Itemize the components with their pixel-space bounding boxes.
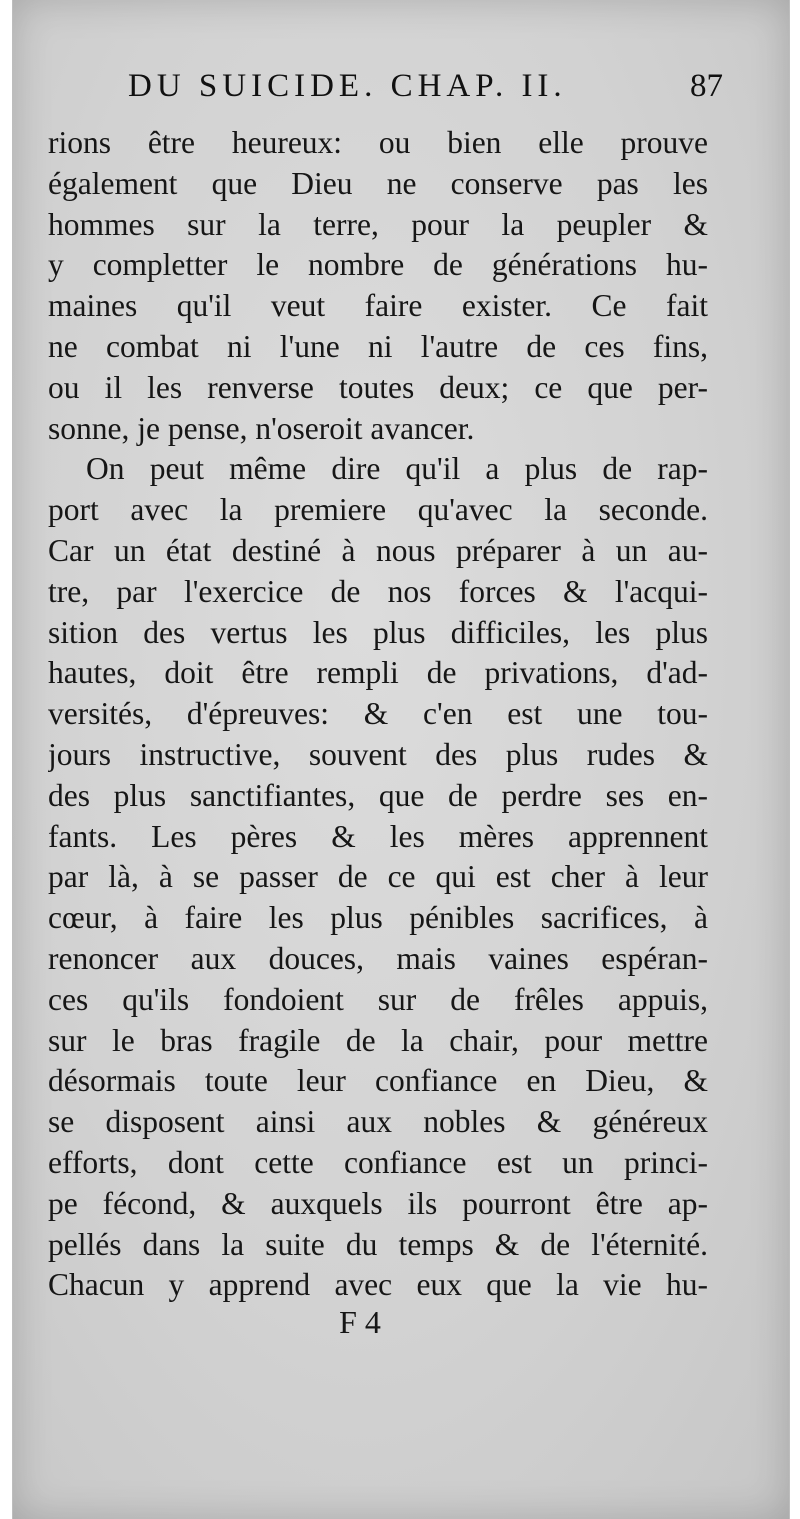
text-line: y completter le nombre de générations hu- <box>48 247 708 283</box>
text-line: jours instructive, souvent des plus rudes & <box>48 736 708 772</box>
text-line: maines qu'il veut faire exister. Ce fait <box>48 288 708 324</box>
text-line: Chacun y apprend avec eux que la vie hu- <box>48 1267 708 1303</box>
text-line: ne combat ni l'une ni l'autre de ces fins, <box>48 328 708 364</box>
text-line: efforts, dont cette confiance est un princi- <box>48 1144 708 1180</box>
running-head <box>128 68 723 108</box>
text-line: renoncer aux douces, mais vaines espéran- <box>48 940 708 976</box>
text-line: également que Dieu ne conserve pas les <box>48 165 708 201</box>
text-line: par là, à se passer de ce qui est cher à leur <box>48 859 708 895</box>
text-line: Car un état destiné à nous préparer à un au- <box>48 532 708 568</box>
text-line: cœur, à faire les plus pénibles sacrifices, à <box>48 900 708 936</box>
text-line: pellés dans la suite du temps & de l'éternité. <box>48 1226 708 1262</box>
running-head-title: DU SUICIDE. CHAP. II. <box>128 68 567 104</box>
text-line: pe fécond, & auxquels ils pourront être ap- <box>48 1185 708 1221</box>
text-line: ou il les renverse toutes deux; ce que per- <box>48 369 708 405</box>
text-line: versités, d'épreuves: & c'en est une tou- <box>48 696 708 732</box>
text-line: On peut même dire qu'il a plus de rap- <box>86 451 708 487</box>
text-line: désormais toute leur confiance en Dieu, & <box>48 1063 708 1099</box>
text-line: hommes sur la terre, pour la peupler & <box>48 206 708 242</box>
text-line: sition des vertus les plus difficiles, les plus <box>48 614 708 650</box>
text-line: tre, par l'exercice de nos forces & l'acqui- <box>48 573 708 609</box>
page-number: 87 <box>690 68 723 104</box>
signature-mark: F 4 <box>339 1304 381 1340</box>
body-text <box>48 123 708 1306</box>
text-line: se disposent ainsi aux nobles & généreux <box>48 1104 708 1140</box>
text-line: fants. Les pères & les mères apprennent <box>48 818 708 854</box>
text-line: des plus sanctifiantes, que de perdre ses en- <box>48 777 708 813</box>
text-line: ces qu'ils fondoient sur de frêles appuis, <box>48 981 708 1017</box>
text-line: hautes, doit être rempli de privations, d'ad- <box>48 655 708 691</box>
text-line: sur le bras fragile de la chair, pour mettre <box>48 1022 708 1058</box>
text-line: sonne, je pense, n'oseroit avancer. <box>48 410 475 446</box>
text-line: rions être heureux: ou bien elle prouve <box>48 125 708 160</box>
text-line: port avec la premiere qu'avec la seconde. <box>48 492 708 528</box>
